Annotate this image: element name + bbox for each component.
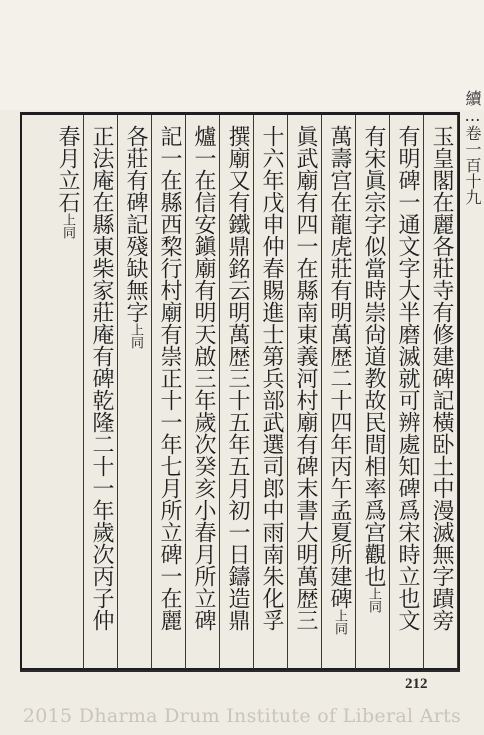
text-frame: [20, 112, 460, 670]
text-column-12: [50, 115, 84, 669]
text-column-7: [220, 115, 254, 669]
top-margin: [0, 0, 484, 110]
column-main-text: 春月立石上同: [55, 125, 80, 239]
text-column-9: [152, 115, 186, 669]
column-main-text: 各莊有碑記殘缺無字上同: [123, 125, 148, 349]
text-column-6: [254, 115, 288, 669]
column-main-text: 玉皇閣在麗各莊寺有修建碑記橫卧土中漫滅無字蹟旁: [429, 125, 454, 631]
column-main-text: 正法庵在縣東柴家莊庵有碑乾隆二十一年歲次丙子仲: [89, 125, 114, 631]
text-column-4: [322, 115, 356, 669]
text-column-3: [356, 115, 390, 669]
text-column-10: [118, 115, 152, 669]
page-number: 212: [405, 676, 428, 692]
column-main-text: 記一在縣西棃行村廟有崇正十一年七月所立碑一在麗: [157, 125, 182, 631]
text-column-5: [288, 115, 322, 669]
column-main-text: 有宋眞宗字似當時崇尙道教故民間相率爲宫觀也上同: [361, 125, 386, 613]
column-main-text: 撰廟又有鐵鼎銘云明萬歴三十五年五月初一日鑄造鼎: [225, 125, 250, 631]
column-main-text: 有明碑一通文字大半磨滅就可辨處知碑爲宋時立也文: [395, 125, 420, 631]
text-column-2: [390, 115, 424, 669]
watermark: 2015 Dharma Drum Institute of Liberal Arts: [22, 705, 462, 727]
text-column-1: [424, 115, 458, 669]
column-main-text: 爐一在信安鎭廟有明天啟三年歲次癸亥小春月所立碑: [191, 125, 216, 631]
text-column-11: [84, 115, 118, 669]
bottom-rule: [20, 670, 460, 672]
column-main-text: 萬壽宫在龍虎莊有明萬歴二十四年丙午孟夏所建碑上同: [327, 125, 352, 635]
running-header: 續…卷一百十九: [463, 90, 482, 205]
column-main-text: 十六年戊申仲春賜進士第兵部武選司郎中雨南朱化孚: [259, 125, 284, 631]
text-column-8: [186, 115, 220, 669]
column-main-text: 眞武廟有四一在縣南東義河村廟有碑末書大明萬歴三: [293, 125, 318, 631]
